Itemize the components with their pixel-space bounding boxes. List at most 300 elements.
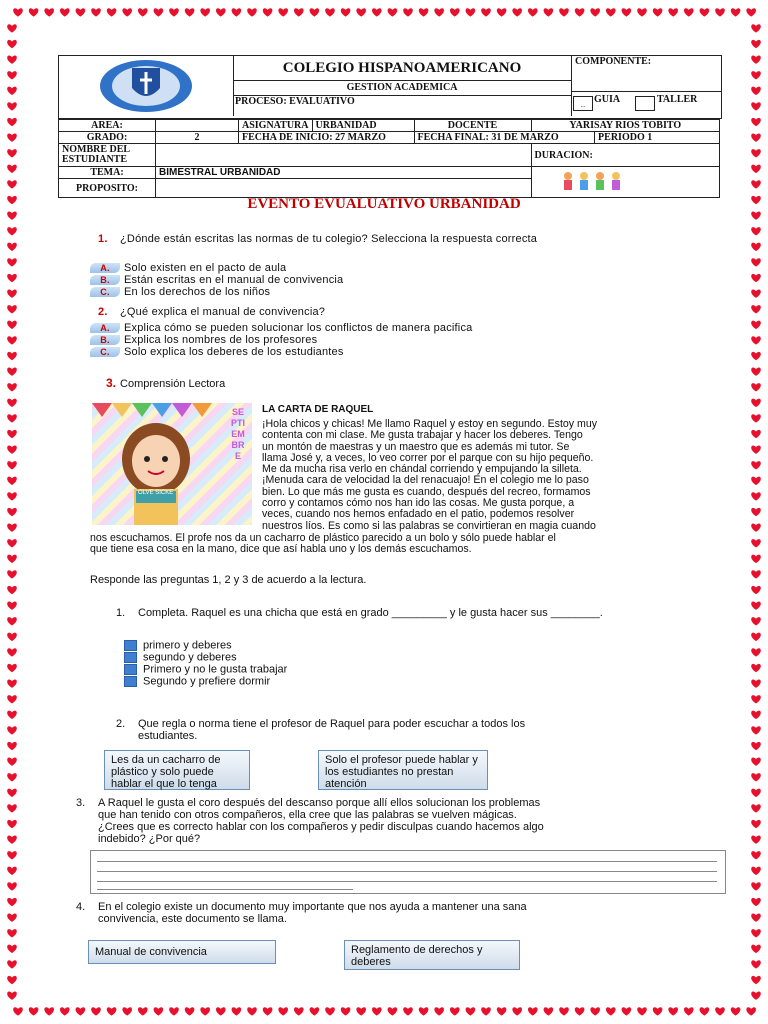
heart-icon bbox=[751, 55, 761, 63]
heart-icon bbox=[7, 367, 17, 375]
nombre-label: NOMBRE DEL ESTUDIANTE bbox=[59, 144, 156, 167]
taller-checkbox[interactable] bbox=[635, 96, 655, 111]
asignatura-value: URBANIDAD bbox=[312, 120, 414, 132]
heart-icon bbox=[751, 40, 761, 48]
question-1 bbox=[98, 234, 658, 245]
heart-icon bbox=[637, 8, 647, 16]
heart-icon bbox=[7, 757, 17, 765]
tema-value: BIMESTRAL URBANIDAD bbox=[156, 167, 532, 179]
heart-icon bbox=[419, 8, 429, 16]
reading-line: veces, cuando nos hemos enfadado en el patio, podemos resolver bbox=[262, 508, 575, 521]
heart-icon bbox=[668, 8, 678, 16]
asignatura-label: ASIGNATURA bbox=[239, 120, 313, 132]
heart-icon bbox=[528, 8, 538, 16]
heart-icon bbox=[751, 165, 761, 173]
reading-line: ¡Menuda cara de velocidad la del renacuajo! En el colegio me lo paso bbox=[262, 474, 589, 487]
heart-icon bbox=[247, 8, 257, 16]
area-label: AREA: bbox=[59, 120, 156, 132]
heart-icon bbox=[751, 633, 761, 641]
option-2c[interactable]: C. Solo explica los deberes de los estudiantes bbox=[90, 346, 472, 358]
reading-body-full bbox=[90, 533, 720, 556]
heart-icon bbox=[434, 8, 444, 16]
r4-answer-b[interactable]: Reglamento de derechos y deberes bbox=[344, 940, 520, 970]
question-2-options bbox=[90, 322, 472, 358]
checkbox-icon bbox=[124, 652, 137, 663]
heart-icon bbox=[751, 601, 761, 609]
r1-option-2[interactable]: segundo y deberes bbox=[124, 652, 287, 664]
heart-icon bbox=[7, 414, 17, 422]
raquel-illustration bbox=[92, 403, 252, 525]
heart-icon bbox=[575, 1007, 585, 1015]
heart-icon bbox=[497, 1007, 507, 1015]
heart-icon bbox=[715, 1007, 725, 1015]
heart-icon bbox=[481, 8, 491, 16]
option-2b[interactable]: B. Explica los nombres de los profesores bbox=[90, 334, 472, 346]
heart-icon bbox=[7, 243, 17, 251]
heart-icon bbox=[185, 1007, 195, 1015]
heart-icon bbox=[7, 882, 17, 890]
heart-icon bbox=[294, 8, 304, 16]
heart-icon bbox=[7, 102, 17, 110]
question-3-text: Comprensión Lectora bbox=[120, 378, 226, 390]
guia-checkbox[interactable]: .. bbox=[573, 96, 593, 111]
children-clipart-icon bbox=[558, 169, 628, 193]
heart-icon bbox=[751, 87, 761, 95]
grado-label: GRADO: bbox=[59, 132, 156, 144]
heart-icon bbox=[751, 617, 761, 625]
heart-icon bbox=[751, 960, 761, 968]
heart-icon bbox=[7, 617, 17, 625]
reading-line: corro y contamos cómo nos han ido las cosas. Me gusta porque, a bbox=[262, 497, 575, 510]
heart-icon bbox=[606, 1007, 616, 1015]
heart-icon bbox=[751, 851, 761, 859]
heart-icon bbox=[76, 1007, 86, 1015]
reading-line: llama José y, a veces, lo veo correr por el parque con su hijo pequeño. bbox=[262, 451, 594, 464]
heart-icon bbox=[13, 1007, 23, 1015]
heart-icon bbox=[263, 8, 273, 16]
heart-icon bbox=[751, 679, 761, 687]
heart-icon bbox=[7, 648, 17, 656]
checkbox-icon bbox=[124, 640, 137, 651]
heart-icon bbox=[232, 8, 242, 16]
heart-icon bbox=[751, 492, 761, 500]
heart-icon bbox=[7, 24, 17, 32]
heart-icon bbox=[751, 586, 761, 594]
heart-icon bbox=[751, 305, 761, 313]
heart-icon bbox=[715, 8, 725, 16]
heart-icon bbox=[107, 8, 117, 16]
heart-icon bbox=[388, 8, 398, 16]
heart-icon bbox=[751, 508, 761, 516]
heart-icon bbox=[7, 258, 17, 266]
heart-icon bbox=[751, 102, 761, 110]
grado-value: 2 bbox=[156, 132, 239, 144]
heart-icon bbox=[138, 8, 148, 16]
fecha-final: FECHA FINAL: 31 DE MARZO bbox=[414, 132, 595, 144]
heart-icon bbox=[751, 336, 761, 344]
heart-icon bbox=[544, 1007, 554, 1015]
reading-full-line: nos escuchamos. El profe nos da un cacharro de plástico parecido a un bolo y sólo puede hablar el bbox=[90, 532, 556, 544]
heart-icon bbox=[606, 8, 616, 16]
heart-icon bbox=[341, 1007, 351, 1015]
heart-icon bbox=[751, 789, 761, 797]
school-logo bbox=[59, 56, 234, 116]
question-2-number: 2. bbox=[98, 306, 108, 318]
heart-icon bbox=[731, 8, 741, 16]
heart-icon bbox=[7, 508, 17, 516]
heart-icon bbox=[7, 55, 17, 63]
heart-icon bbox=[325, 1007, 335, 1015]
heart-icon bbox=[7, 633, 17, 641]
option-1c[interactable]: C. En los derechos de los niños bbox=[90, 286, 343, 298]
reading-question-2: 2. Que regla o norma tiene el profesor de Raquel para poder escuchar a todos los estudiantes. bbox=[116, 718, 526, 742]
reading-line: contenta con mi clase. Me gusta trabajar y hacer los deberes. Tengo bbox=[262, 429, 583, 442]
heart-icon bbox=[7, 960, 17, 968]
heart-icon bbox=[44, 8, 54, 16]
reading-question-1-options bbox=[124, 640, 287, 688]
r1-option-4[interactable]: Segundo y prefiere dormir bbox=[124, 676, 287, 688]
heart-icon bbox=[7, 165, 17, 173]
heart-icon bbox=[751, 118, 761, 126]
heart-icon bbox=[751, 648, 761, 656]
heart-icon bbox=[751, 71, 761, 79]
heart-icon bbox=[751, 227, 761, 235]
heart-icon bbox=[7, 789, 17, 797]
r1-option-1[interactable]: primero y deberes bbox=[124, 640, 287, 652]
checkbox-icon bbox=[124, 676, 137, 687]
heart-icon bbox=[200, 1007, 210, 1015]
heart-icon bbox=[622, 1007, 632, 1015]
heart-icon bbox=[247, 1007, 257, 1015]
docente-label: DOCENTE bbox=[414, 120, 531, 132]
periodo: PERIODO 1 bbox=[595, 132, 720, 144]
heart-icon bbox=[497, 8, 507, 16]
reading-line: bien. Lo que más me gusta es cuando, después del recreo, formamos bbox=[262, 485, 591, 498]
reading-title: LA CARTA DE RAQUEL bbox=[262, 404, 374, 415]
heart-icon bbox=[7, 664, 17, 672]
page-title: EVENTO EVUALUATIVO URBANIDAD bbox=[247, 196, 521, 212]
question-3-heading bbox=[106, 376, 225, 390]
heart-icon bbox=[751, 445, 761, 453]
heart-icon bbox=[7, 305, 17, 313]
heart-icon bbox=[216, 1007, 226, 1015]
reading-body bbox=[262, 419, 702, 532]
heart-icon bbox=[751, 352, 761, 360]
heart-icon bbox=[263, 1007, 273, 1015]
heart-icon bbox=[751, 367, 761, 375]
heart-icon bbox=[7, 445, 17, 453]
heart-icon bbox=[44, 1007, 54, 1015]
heart-icon bbox=[731, 1007, 741, 1015]
heart-icon bbox=[751, 913, 761, 921]
heart-icon bbox=[7, 929, 17, 937]
heart-icon bbox=[653, 1007, 663, 1015]
heart-icon bbox=[278, 1007, 288, 1015]
heart-icon bbox=[7, 804, 17, 812]
heart-icon bbox=[450, 8, 460, 16]
r2-answer-b[interactable]: Solo el profesor puede hablar y los estudiantes no prestan atención bbox=[318, 750, 488, 790]
option-1b[interactable]: B. Están escritas en el manual de convivencia bbox=[90, 274, 343, 286]
heart-icon bbox=[7, 336, 17, 344]
heart-icon bbox=[751, 820, 761, 828]
question-3-number: 3. bbox=[106, 376, 117, 390]
heart-icon bbox=[91, 8, 101, 16]
heart-icon bbox=[653, 8, 663, 16]
heart-icon bbox=[751, 383, 761, 391]
heart-icon bbox=[751, 570, 761, 578]
heart-icon bbox=[372, 8, 382, 16]
heart-icon bbox=[7, 711, 17, 719]
heart-icon bbox=[590, 8, 600, 16]
heart-icon bbox=[7, 695, 17, 703]
heart-icon bbox=[700, 1007, 710, 1015]
heart-icon bbox=[751, 726, 761, 734]
heart-icon bbox=[169, 1007, 179, 1015]
heart-icon bbox=[403, 8, 413, 16]
heart-icon bbox=[684, 8, 694, 16]
heart-icon bbox=[450, 1007, 460, 1015]
heart-icon bbox=[154, 8, 164, 16]
heart-icon bbox=[751, 274, 761, 282]
reading-question-3: 3. A Raquel le gusta el coro después del descanso porque allí ellos solucionan los problemas que han tenido con otros compañeros, ella cree que las palabras se vuelven mágicas. ¿Crees que es correcto hablar con los compañeros y pedir disculpas cuando hacemos algo indebido? ¿Por qué? bbox=[76, 797, 544, 845]
heart-icon bbox=[7, 352, 17, 360]
school-name: COLEGIO HISPANOAMERICANO bbox=[233, 56, 571, 81]
heart-icon bbox=[7, 430, 17, 438]
heart-icon bbox=[107, 1007, 117, 1015]
heart-icon bbox=[751, 757, 761, 765]
question-1-number: 1. bbox=[98, 233, 108, 245]
heart-icon bbox=[356, 1007, 366, 1015]
heart-icon bbox=[575, 8, 585, 16]
heart-icon bbox=[7, 570, 17, 578]
heart-icon bbox=[751, 24, 761, 32]
heart-icon bbox=[216, 8, 226, 16]
reading-question-1: 1. Completa. Raquel es una chicha que está en grado _________ y le gusta hacer sus ________. bbox=[116, 607, 603, 619]
heart-icon bbox=[7, 274, 17, 282]
heart-icon bbox=[7, 321, 17, 329]
heart-icon bbox=[751, 133, 761, 141]
heart-icon bbox=[7, 133, 17, 141]
heart-icon bbox=[185, 8, 195, 16]
reading-line: Me da mucha risa verlo en chándal corriendo y empujando la silleta. bbox=[262, 463, 582, 476]
heart-icon bbox=[7, 773, 17, 781]
heart-icon bbox=[590, 1007, 600, 1015]
heart-icon bbox=[169, 8, 179, 16]
month-banner: SEPTIEMBRE bbox=[230, 407, 245, 461]
heart-icon bbox=[7, 555, 17, 563]
heart-icon bbox=[7, 383, 17, 391]
heart-icon bbox=[622, 8, 632, 16]
heart-icon bbox=[7, 492, 17, 500]
heart-icon bbox=[751, 882, 761, 890]
option-2a[interactable]: A. Explica cómo se pueden solucionar los conflictos de manera pacifica bbox=[90, 322, 472, 334]
heart-icon bbox=[7, 227, 17, 235]
heart-icon bbox=[138, 1007, 148, 1015]
heart-icon bbox=[403, 1007, 413, 1015]
heart-icon bbox=[232, 1007, 242, 1015]
heart-icon bbox=[7, 118, 17, 126]
heart-icon bbox=[122, 8, 132, 16]
reading-question-4: 4. En el colegio existe un documento muy importante que nos ayuda a mantener una sana convivencia, este documento se llama. bbox=[76, 901, 527, 925]
heart-icon bbox=[434, 1007, 444, 1015]
heart-icon bbox=[7, 289, 17, 297]
heart-icon bbox=[122, 1007, 132, 1015]
proposito-field bbox=[156, 179, 532, 198]
heart-icon bbox=[200, 8, 210, 16]
heart-icon bbox=[7, 149, 17, 157]
heart-icon bbox=[60, 1007, 70, 1015]
heart-icon bbox=[7, 399, 17, 407]
taller-label: TALLER bbox=[657, 94, 698, 105]
heart-icon bbox=[7, 913, 17, 921]
heart-icon bbox=[7, 898, 17, 906]
question-2-text: ¿Qué explica el manual de convivencia? bbox=[120, 306, 326, 318]
shield-icon bbox=[98, 58, 194, 114]
heart-icon bbox=[29, 1007, 39, 1015]
heart-icon bbox=[466, 1007, 476, 1015]
heart-icon bbox=[356, 8, 366, 16]
heart-icon bbox=[7, 991, 17, 999]
heart-icon bbox=[751, 804, 761, 812]
heart-icon bbox=[751, 835, 761, 843]
question-1-options bbox=[90, 262, 343, 298]
r1-option-3[interactable]: Primero y no le gusta trabajar bbox=[124, 664, 287, 676]
heart-icon bbox=[751, 321, 761, 329]
heart-icon bbox=[751, 477, 761, 485]
r4-answer-a[interactable]: Manual de convivencia bbox=[88, 940, 276, 964]
heart-icon bbox=[7, 742, 17, 750]
heart-icon bbox=[7, 976, 17, 984]
heart-icon bbox=[7, 835, 17, 843]
book-label: OLVE SICKE bbox=[138, 490, 174, 496]
heart-icon bbox=[372, 1007, 382, 1015]
option-1a[interactable]: A. Solo existen en el pacto de aula bbox=[90, 262, 343, 274]
heart-icon bbox=[341, 8, 351, 16]
heart-icon bbox=[91, 1007, 101, 1015]
heart-icon bbox=[751, 243, 761, 251]
heart-icon bbox=[751, 929, 761, 937]
heart-icon bbox=[310, 1007, 320, 1015]
heart-icon bbox=[76, 8, 86, 16]
heart-icon bbox=[325, 8, 335, 16]
heart-icon bbox=[746, 1007, 756, 1015]
heart-icon bbox=[751, 461, 761, 469]
heart-icon bbox=[7, 726, 17, 734]
info-table bbox=[58, 119, 720, 198]
heart-icon bbox=[466, 8, 476, 16]
heart-icon bbox=[751, 742, 761, 750]
heart-icon bbox=[751, 711, 761, 719]
heart-icon bbox=[294, 1007, 304, 1015]
heart-icon bbox=[559, 1007, 569, 1015]
reading-line: ¡Hola chicos y chicas! Me llamo Raquel y estoy en segundo. Estoy muy bbox=[262, 418, 598, 430]
heart-icon bbox=[13, 8, 23, 16]
heart-icon bbox=[751, 945, 761, 953]
question-1-text: ¿Dónde están escritas las normas de tu colegio? Selecciona la respuesta correcta bbox=[120, 233, 538, 245]
heart-icon bbox=[7, 40, 17, 48]
heart-icon bbox=[637, 1007, 647, 1015]
header-box bbox=[58, 55, 722, 119]
heart-icon bbox=[751, 898, 761, 906]
heart-icon bbox=[751, 773, 761, 781]
reading-line: un montón de maestras y un maestro que es además mi tutor. Se bbox=[262, 440, 570, 453]
heart-icon bbox=[7, 539, 17, 547]
heart-icon bbox=[751, 523, 761, 531]
heart-icon bbox=[310, 8, 320, 16]
heart-icon bbox=[751, 976, 761, 984]
heart-icon bbox=[751, 414, 761, 422]
duracion-label: DURACION: bbox=[531, 144, 720, 167]
heart-icon bbox=[29, 8, 39, 16]
heart-icon bbox=[751, 258, 761, 266]
heart-icon bbox=[7, 820, 17, 828]
heart-icon bbox=[7, 586, 17, 594]
heart-icon bbox=[684, 1007, 694, 1015]
gestion-academica: GESTION ACADEMICA bbox=[233, 80, 571, 96]
heart-icon bbox=[419, 1007, 429, 1015]
heart-icon bbox=[528, 1007, 538, 1015]
answer-lines[interactable] bbox=[90, 850, 726, 894]
heart-icon bbox=[746, 8, 756, 16]
heart-icon bbox=[751, 867, 761, 875]
proposito-label: PROPOSITO: bbox=[59, 179, 156, 198]
heart-icon bbox=[751, 180, 761, 188]
heart-icon bbox=[60, 8, 70, 16]
heart-icon bbox=[7, 461, 17, 469]
heart-icon bbox=[751, 430, 761, 438]
proceso-evaluativo: PROCESO: EVALUATIVO bbox=[235, 96, 355, 107]
heart-icon bbox=[7, 523, 17, 531]
heart-icon bbox=[512, 1007, 522, 1015]
heart-icon bbox=[512, 8, 522, 16]
heart-icon bbox=[544, 8, 554, 16]
heart-icon bbox=[7, 477, 17, 485]
heart-icon bbox=[7, 867, 17, 875]
heart-icon bbox=[154, 1007, 164, 1015]
guia-label: GUIA bbox=[594, 94, 621, 105]
heart-icon bbox=[7, 601, 17, 609]
componente-label: COMPONENTE: bbox=[575, 56, 652, 67]
heart-icon bbox=[668, 1007, 678, 1015]
heart-icon bbox=[388, 1007, 398, 1015]
heart-icon bbox=[278, 8, 288, 16]
heart-icon bbox=[751, 289, 761, 297]
heart-icon bbox=[751, 695, 761, 703]
reading-full-line: que tiene esa cosa en la mano, dice que así habla uno y los demás escuchamos. bbox=[90, 543, 472, 556]
reading-line: nuestros líos. Es como si las palabras se convirtieran en magia cuando bbox=[262, 519, 596, 532]
heart-icon bbox=[7, 71, 17, 79]
tema-label: TEMA: bbox=[59, 167, 156, 179]
heart-icon bbox=[751, 991, 761, 999]
heart-icon bbox=[7, 945, 17, 953]
heart-icon bbox=[7, 180, 17, 188]
r2-answer-a[interactable]: Les da un cacharro de plástico y solo puede hablar el que lo tenga bbox=[104, 750, 250, 790]
question-2 bbox=[98, 306, 325, 318]
nombre-field[interactable] bbox=[156, 144, 532, 167]
fecha-inicio: FECHA DE INICIO: 27 MARZO bbox=[239, 132, 415, 144]
girl-icon bbox=[92, 403, 252, 525]
instructions: Responde las preguntas 1, 2 y 3 de acuerdo a la lectura. bbox=[90, 574, 367, 586]
heart-icon bbox=[7, 851, 17, 859]
checkbox-icon bbox=[124, 664, 137, 675]
heart-icon bbox=[700, 8, 710, 16]
heart-icon bbox=[7, 679, 17, 687]
heart-icon bbox=[751, 555, 761, 563]
heart-icon bbox=[559, 8, 569, 16]
heart-icon bbox=[481, 1007, 491, 1015]
heart-icon bbox=[751, 539, 761, 547]
heart-icon bbox=[751, 664, 761, 672]
